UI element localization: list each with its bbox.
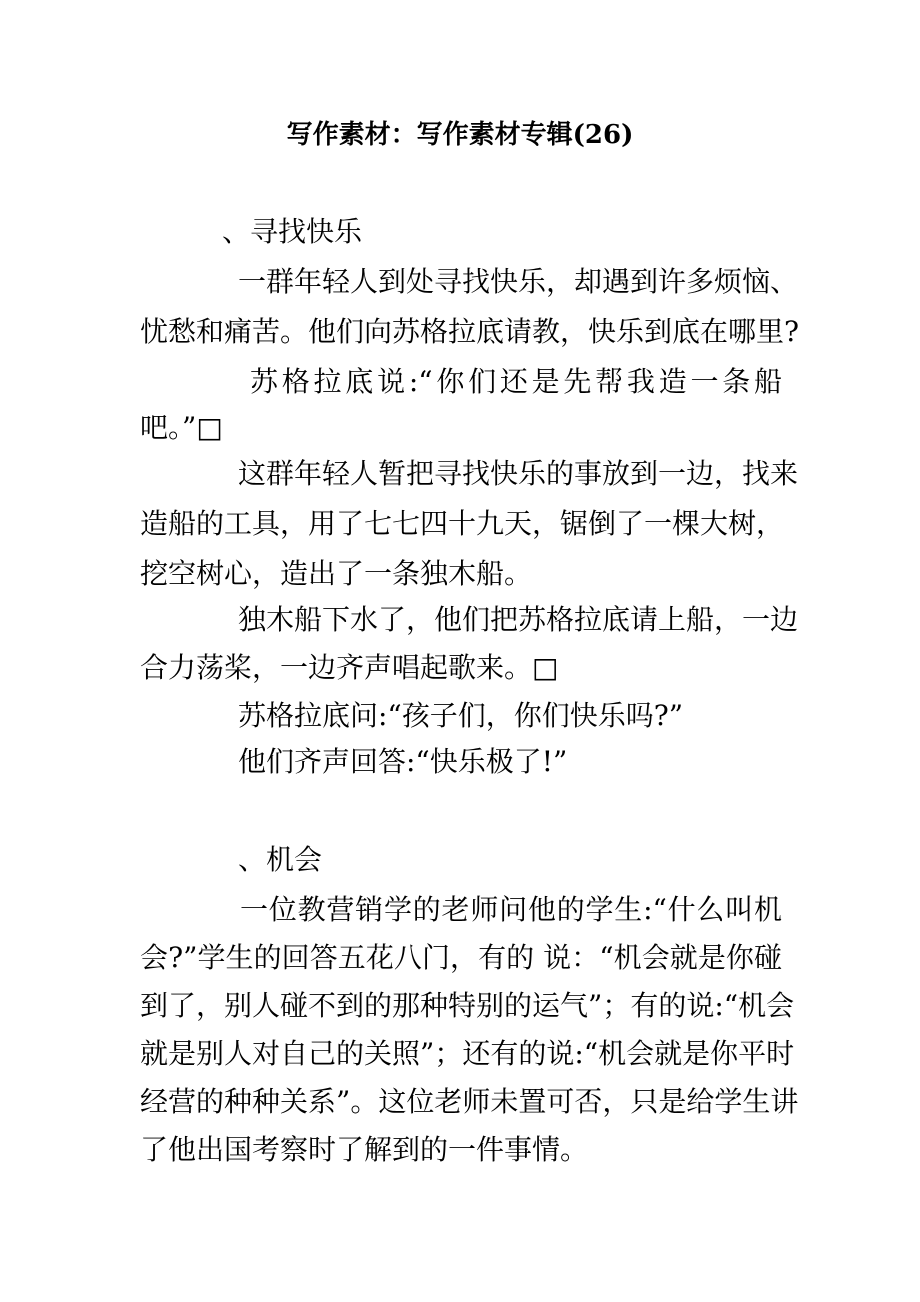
paragraph-line: 吧。”□ [140, 411, 223, 444]
paragraph-line: 苏格拉底说:“你们还是先帮我造一条船 [250, 365, 782, 398]
paragraph-line: 了他出国考察时了解到的一件事情。 [140, 1133, 589, 1166]
paragraph-line: 到了，别人碰不到的那种特别的运气”；有的说:“机会 [140, 989, 795, 1022]
paragraph-line: 就是别人对自己的关照”；还有的说:“机会就是你平时 [140, 1037, 795, 1070]
paragraph-line: 苏格拉底问:“孩子们，你们快乐吗?” [238, 699, 684, 732]
paragraph-line: 会?”学生的回答五花八门，有的 说：“机会就是你碰 [140, 941, 782, 974]
section-heading: 、机会 [238, 843, 323, 876]
document-title: 写作素材：写作素材专辑(26) [286, 120, 634, 150]
paragraph-line: 他们齐声回答:“快乐极了!” [238, 745, 568, 778]
paragraph-line: 经营的种种关系”。这位老师未置可否，只是给学生讲 [140, 1085, 799, 1118]
paragraph-line: 忧愁和痛苦。他们向苏格拉底请教，快乐到底在哪里? [140, 315, 800, 348]
paragraph-line: 一位教营销学的老师问他的学生:“什么叫机 [240, 893, 782, 926]
section-heading: 、寻找快乐 [222, 215, 363, 248]
paragraph-line: 这群年轻人暂把寻找快乐的事放到一边，找来 [238, 457, 799, 490]
paragraph-line: 一群年轻人到处寻找快乐，却遇到许多烦恼、 [238, 265, 799, 298]
paragraph-line: 造船的工具，用了七七四十九天，锯倒了一棵大树， [140, 507, 785, 540]
paragraph-line: 合力荡桨，一边齐声唱起歌来。□ [140, 651, 559, 684]
paragraph-line: 独木船下水了，他们把苏格拉底请上船，一边 [238, 603, 799, 636]
paragraph-line: 挖空树心，造出了一条独木船。 [140, 557, 533, 590]
